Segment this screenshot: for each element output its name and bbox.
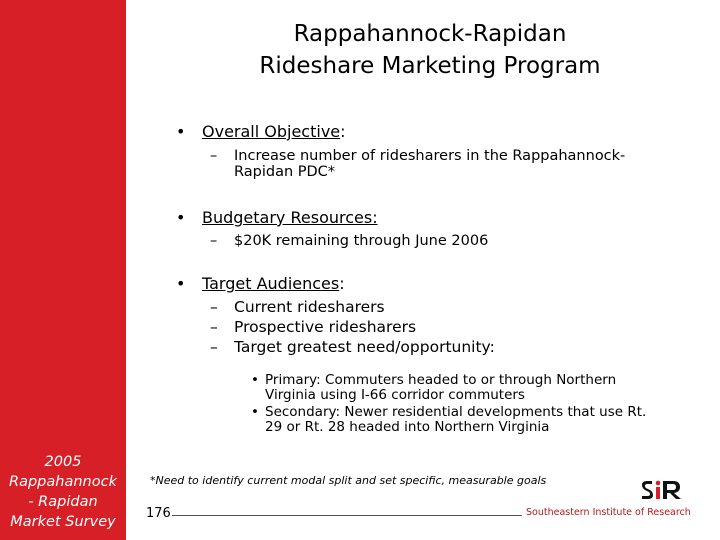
audience-sub-item (247, 405, 687, 435)
audience-sub-item (247, 373, 687, 403)
dash-marker: – (210, 148, 218, 164)
sub-item-line: 29 or Rt. 28 headed into Northern Virginia (265, 419, 550, 435)
slide-title (200, 18, 660, 82)
budget-line: $20K remaining through June 2006 (234, 233, 489, 249)
sir-logo-icon (640, 478, 686, 502)
bullet-overall-objective (176, 122, 346, 142)
sub-item-line: Secondary: Newer residential developments that use Rt. (265, 404, 647, 420)
audience-sub-list (247, 373, 687, 437)
dash-marker: – (210, 338, 218, 356)
audience-item: Prospective ridesharers (234, 318, 417, 336)
title-line-2: Rideshare Marketing Program (259, 53, 601, 79)
sub-bullet-marker: • (251, 372, 259, 388)
title-line-1: Rappahannock-Rapidan (293, 21, 567, 47)
bullet-target-audiences (176, 274, 345, 294)
survey-label-line: - Rapidan (28, 494, 98, 510)
footnote: *Need to identify current modal split and set specific, measurable goals (150, 474, 547, 487)
survey-label (0, 452, 126, 532)
audience-item: Current ridesharers (234, 298, 385, 316)
objective-line-1: Increase number of ridesharers in the Rappahannock- (234, 148, 626, 164)
survey-label-line: 2005 (44, 454, 82, 470)
sub-bullet-marker: • (251, 404, 259, 420)
page-number: 176 (146, 506, 171, 521)
bullet-marker: • (176, 274, 186, 293)
objective-text (210, 148, 625, 180)
survey-label-line: Rappahannock (9, 474, 117, 490)
organization-name: Southeastern Institute of Research (526, 507, 691, 518)
sub-item-line: Virginia using I-66 corridor commuters (265, 387, 525, 403)
dash-marker: – (210, 318, 218, 336)
audiences-heading: Target Audiences (202, 274, 340, 293)
audiences-list (210, 297, 495, 357)
objective-colon: : (340, 122, 346, 141)
budget-text (210, 233, 488, 249)
bullet-marker: • (176, 122, 186, 141)
dash-marker: – (210, 233, 218, 249)
objective-heading: Overall Objective (202, 122, 341, 141)
bullet-marker: • (176, 208, 186, 227)
objective-line-2: Rapidan PDC* (234, 164, 336, 180)
audience-item: Target greatest need/opportunity: (234, 338, 495, 356)
bullet-budgetary-resources (176, 208, 378, 228)
sub-item-line: Primary: Commuters headed to or through Northern (265, 372, 617, 388)
survey-label-line: Market Survey (10, 514, 116, 530)
sidebar-band (0, 0, 126, 540)
dash-marker: – (210, 298, 218, 316)
budget-heading: Budgetary Resources: (202, 208, 378, 227)
footer-rule (172, 515, 522, 516)
audiences-colon: : (339, 274, 345, 293)
